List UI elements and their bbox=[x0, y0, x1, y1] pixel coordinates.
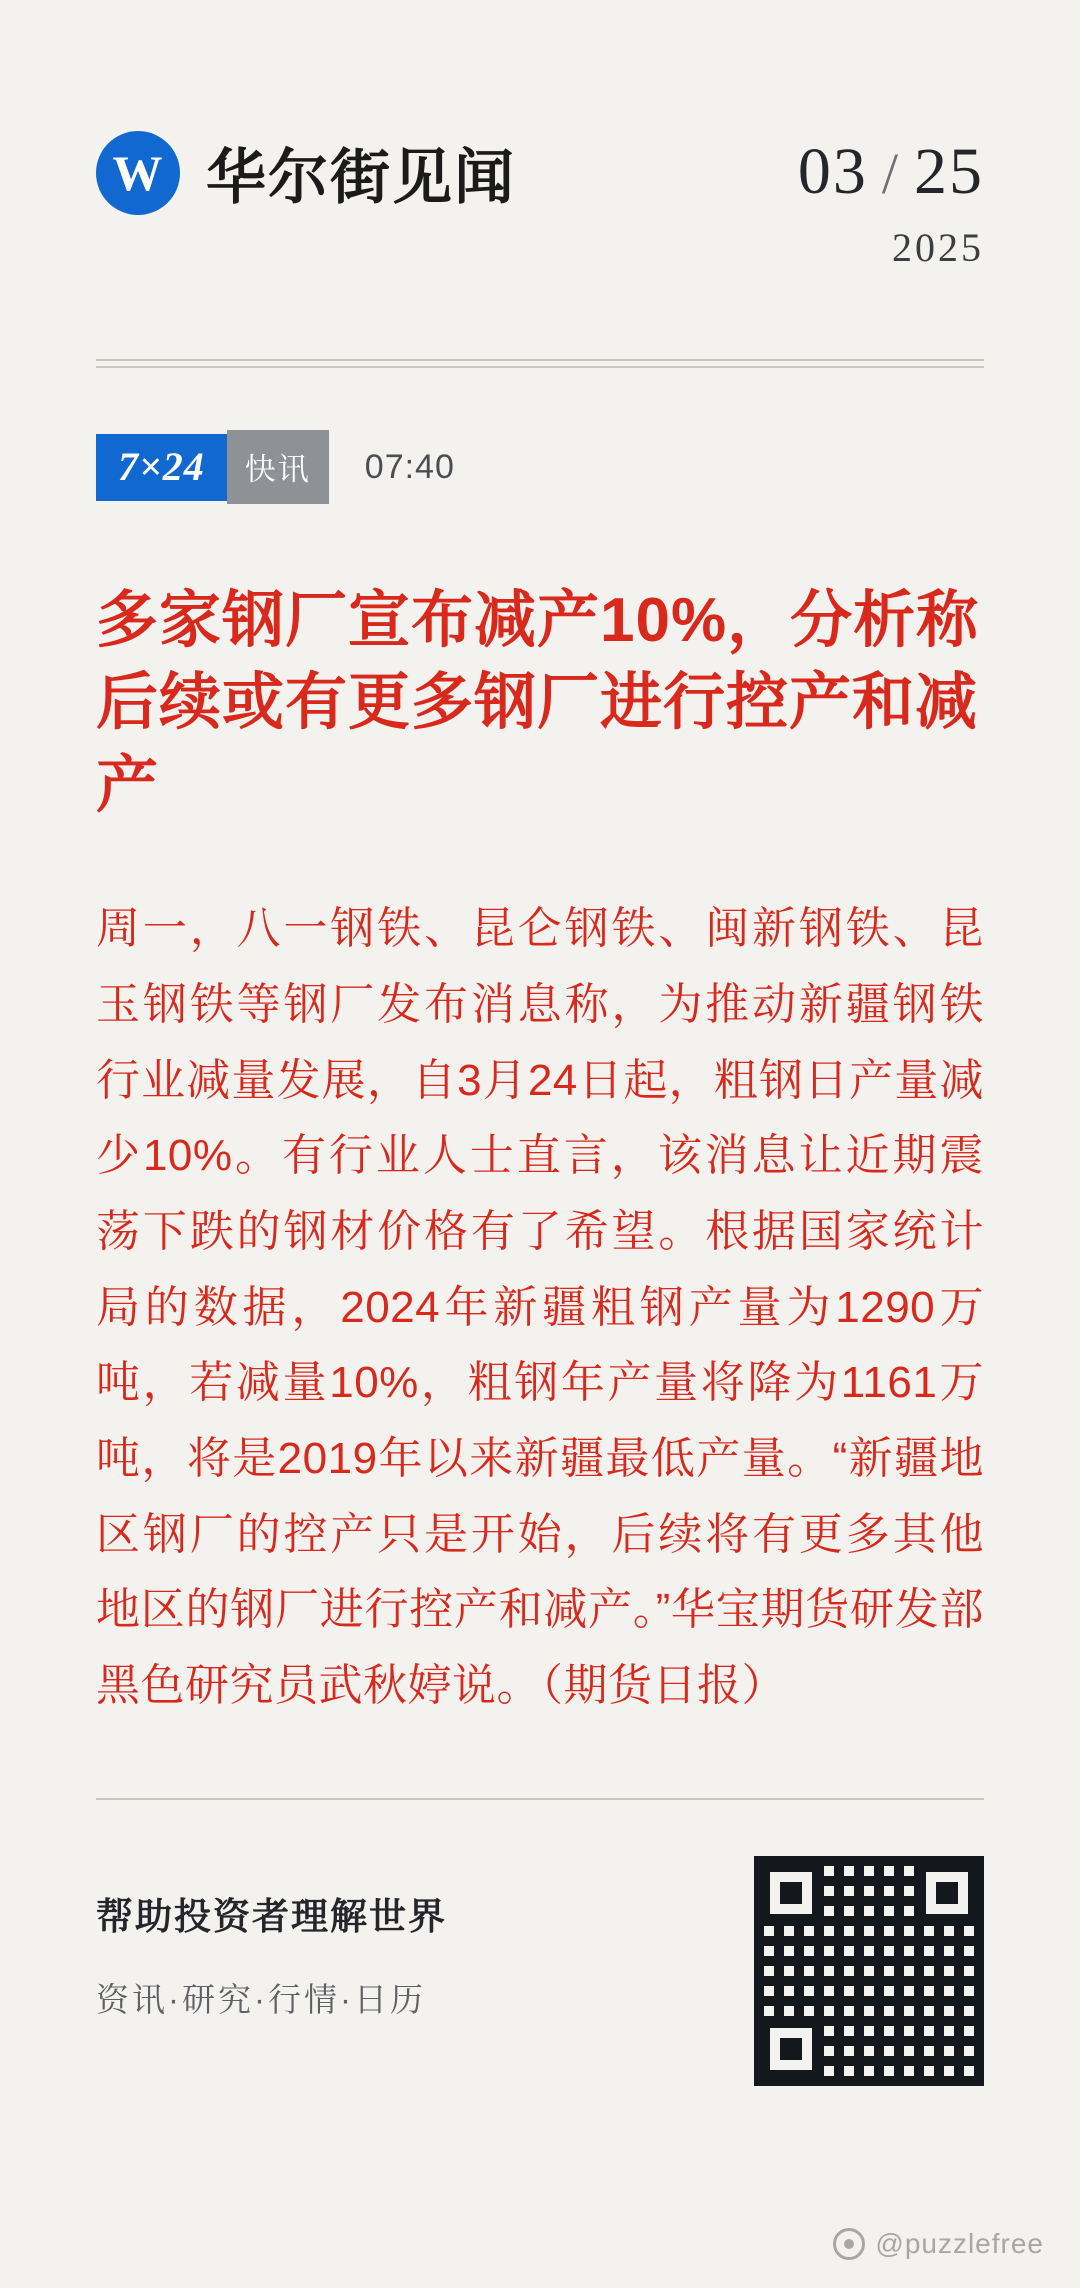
article-body: 周一，八一钢铁、昆仑钢铁、闽新钢铁、昆玉钢铁等钢厂发布消息称，为推动新疆钢铁行业减量发展，自3月24日起，粗钢日产量减少10%。有行业人士直言，该消息让近期震荡下跌的钢材价格有了希望。根据国家统计局的数据，2024年新疆粗钢产量为1290万吨，若减量10%，粗钢年产量将降为1161万吨，将是2019年以来新疆最低产量。“新疆地区钢厂的控产只是开始，后续将有更多其他地区的钢厂进行控产和减产。”华宝期货研发部黑色研究员武秋婷说。（期货日报） bbox=[96, 904, 984, 1711]
qr-finder-bottom-left bbox=[758, 2016, 824, 2082]
date-day: 25 bbox=[914, 135, 984, 208]
watermark bbox=[833, 2228, 1044, 2260]
qr-code-icon[interactable] bbox=[754, 1856, 984, 2086]
weibo-icon bbox=[833, 2228, 865, 2260]
footer-text bbox=[96, 1856, 447, 2021]
date-separator: / bbox=[881, 141, 900, 206]
channel-badge: 7×24 bbox=[96, 434, 227, 501]
date-year: 2025 bbox=[892, 225, 984, 270]
qr-finder-top-left bbox=[758, 1860, 824, 1926]
card-footer bbox=[96, 1856, 984, 2086]
brand-name: 华尔街见闻 bbox=[206, 144, 516, 211]
wallstreetcn-logo-icon: W bbox=[96, 131, 180, 215]
qr-finder-top-right bbox=[914, 1860, 980, 1926]
timestamp: 07:40 bbox=[364, 447, 455, 486]
header-divider bbox=[96, 359, 984, 368]
status-badge: 快讯 bbox=[227, 430, 329, 504]
card-header bbox=[0, 0, 1080, 271]
date-main bbox=[798, 134, 984, 210]
tag-row bbox=[96, 430, 984, 504]
footer-slogan: 帮助投资者理解世界 bbox=[96, 1895, 447, 1937]
footer-divider bbox=[96, 1798, 984, 1800]
brand bbox=[96, 130, 516, 216]
page-title: 多家钢厂宣布减产10%，分析称后续或有更多钢厂进行控产和减产 bbox=[96, 586, 980, 820]
watermark-text: @puzzlefree bbox=[875, 2228, 1044, 2259]
date-month: 03 bbox=[797, 135, 868, 208]
date-block bbox=[798, 130, 984, 271]
footer-subslogan: 资讯·研究·行情·日历 bbox=[96, 1980, 426, 2018]
